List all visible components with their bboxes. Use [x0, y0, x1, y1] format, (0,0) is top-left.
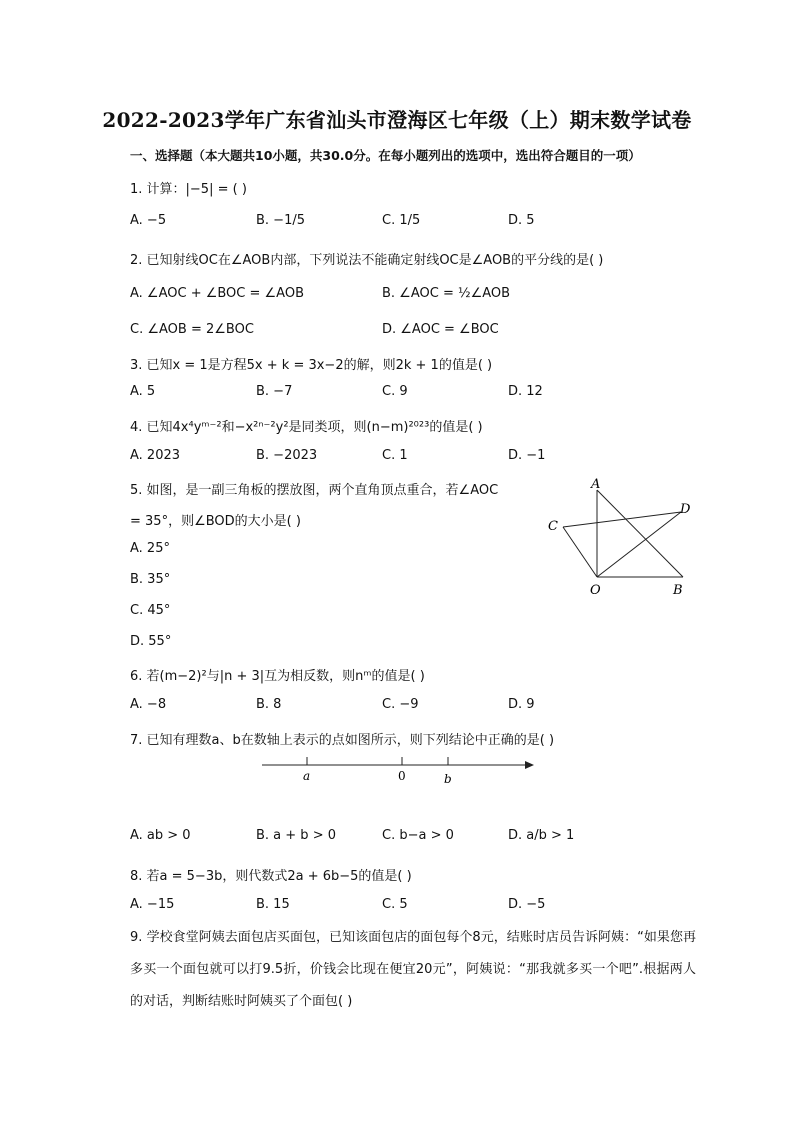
q8-option-a: A. −15 — [130, 897, 175, 912]
triangle-figure — [540, 474, 700, 604]
q5-option-d: D. 55° — [130, 634, 172, 649]
q1-option-c: C. 1/5 — [382, 213, 421, 228]
question-5-line-2: = 35°，则∠BOD的大小是( ) — [130, 514, 301, 529]
q4-option-d: D. −1 — [508, 448, 546, 463]
q5-option-a: A. 25° — [130, 541, 170, 556]
q3-option-c: C. 9 — [382, 384, 408, 399]
q1-option-d: D. 5 — [508, 213, 535, 228]
section-heading: 一、选择题（本大题共10小题，共30.0分。在每小题列出的选项中，选出符合题目的一项） — [130, 148, 641, 163]
q2-option-b: B. ∠AOC = ½∠AOB — [382, 286, 511, 301]
q1-option-a: A. −5 — [130, 213, 167, 228]
question-5-line-1: 5. 如图，是一副三角板的摆放图，两个直角顶点重合，若∠AOC — [130, 483, 499, 498]
q4-option-c: C. 1 — [382, 448, 408, 463]
question-8: 8. 若a = 5−3b，则代数式2a + 6b−5的值是( ) — [130, 869, 412, 884]
q5-option-b: B. 35° — [130, 572, 171, 587]
figure-label-o: O — [590, 583, 601, 598]
tick-label-a: a — [303, 769, 311, 783]
question-1: 1. 计算：|−5| = ( ) — [130, 182, 247, 197]
q4-option-b: B. −2023 — [256, 448, 318, 463]
q3-option-b: B. −7 — [256, 384, 293, 399]
figure-label-c: C — [548, 519, 558, 534]
number-line-figure — [255, 752, 540, 788]
figure-label-b: B — [673, 583, 683, 598]
question-3: 3. 已知x = 1是方程5x + k = 3x−2的解，则2k + 1的值是( ) — [130, 358, 493, 373]
question-4: 4. 已知4x⁴yᵐ⁻²和−x²ⁿ⁻²y²是同类项，则(n−m)²⁰²³的值是( ) — [130, 420, 483, 435]
q6-option-d: D. 9 — [508, 697, 535, 712]
figure-line-oc — [563, 527, 597, 577]
q8-option-d: D. −5 — [508, 897, 546, 912]
question-7: 7. 已知有理数a、b在数轴上表示的点如图所示，则下列结论中正确的是( ) — [130, 733, 555, 748]
number-line-arrow — [525, 761, 534, 769]
q7-option-c: C. b−a > 0 — [382, 828, 454, 843]
figure-line-od — [597, 512, 681, 577]
figure-label-a: A — [591, 477, 601, 492]
q6-option-c: C. −9 — [382, 697, 419, 712]
q2-option-c: C. ∠AOB = 2∠BOC — [130, 322, 254, 337]
page-title: 2022-2023学年广东省汕头市澄海区七年级（上）期末数学试卷 — [102, 108, 692, 132]
q6-option-a: A. −8 — [130, 697, 167, 712]
tick-label-zero: 0 — [398, 769, 406, 783]
q3-option-a: A. 5 — [130, 384, 156, 399]
q1-option-b: B. −1/5 — [256, 213, 305, 228]
tick-label-b: b — [444, 772, 452, 786]
q7-option-d: D. a/b > 1 — [508, 828, 575, 843]
q7-option-a: A. ab > 0 — [130, 828, 191, 843]
figure-line-ab — [597, 490, 683, 577]
q7-option-b: B. a + b > 0 — [256, 828, 336, 843]
q8-option-b: B. 15 — [256, 897, 290, 912]
question-9: 9. 学校食堂阿姨去面包店买面包，已知该面包店的面包每个8元，结账时店员告诉阿姨：“如果您再多买一个面包就可以打9.5折，价钱会比现在便宜20元”，阿姨说：“那我就多买一个吧”.根据两人的对话，判断结账时阿姨买了个面包( ) — [130, 930, 696, 1009]
figure-label-d: D — [680, 502, 691, 517]
question-2: 2. 已知射线OC在∠AOB内部，下列说法不能确定射线OC是∠AOB的平分线的是( ) — [130, 253, 604, 268]
q5-option-c: C. 45° — [130, 603, 171, 618]
question-6: 6. 若(m−2)²与|n + 3|互为相反数，则nᵐ的值是( ) — [130, 669, 425, 684]
figure-line-cd — [563, 512, 681, 527]
q2-option-d: D. ∠AOC = ∠BOC — [382, 322, 499, 337]
q3-option-d: D. 12 — [508, 384, 543, 399]
q6-option-b: B. 8 — [256, 697, 282, 712]
q4-option-a: A. 2023 — [130, 448, 181, 463]
q2-option-a: A. ∠AOC + ∠BOC = ∠AOB — [130, 286, 304, 301]
q8-option-c: C. 5 — [382, 897, 408, 912]
